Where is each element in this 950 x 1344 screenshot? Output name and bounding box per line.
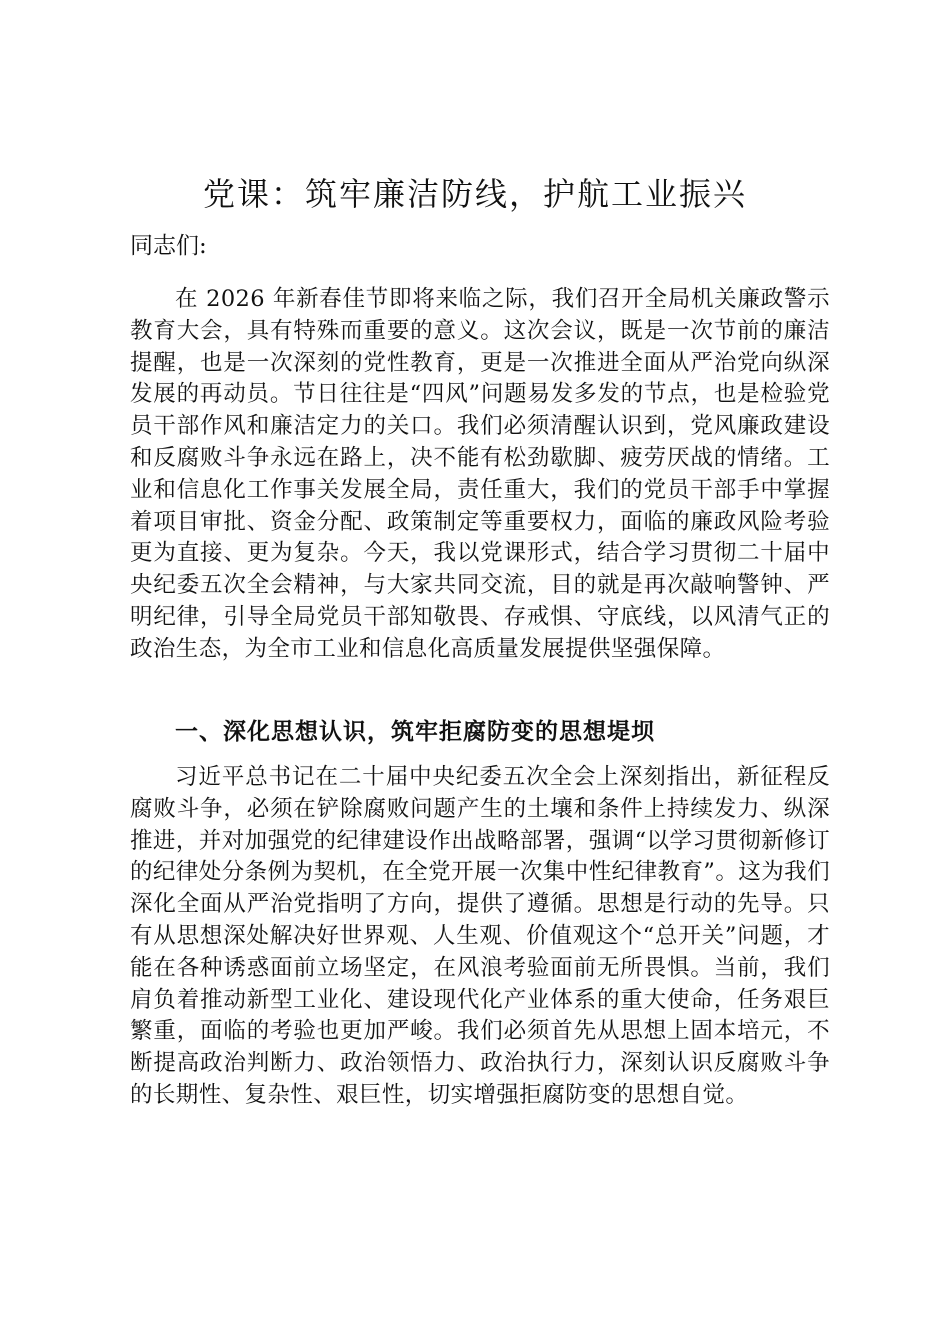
document-title: 党课：筑牢廉洁防线，护航工业振兴 [202,175,747,213]
section-heading: 一、深化思想认识，筑牢拒腐防变的思想堤坝 [175,718,655,745]
paragraph-section-one: 习近平总书记在二十届中央纪委五次全会上深刻指出，新征程反腐败斗争，必须在铲除腐败问题产生的土壤和条件上持续发力、纵深推进，并对加强党的纪律建设作出战略部署，强调“以学习贯彻新修订的纪律处分条例为契机，在全党开展一次集中性纪律教育”。这为我们深化全面从严治党指明了方向，提供了遵循。思想是行动的先导。只有从思想深处解决好世界观、人生观、价值观这个“总开关”问题，才能在各种诱惑面前立场坚定，在风浪考验面前无所畏惧。当前，我们肩负着推动新型工业化、建设现代化产业体系的重大使命，任务艰巨繁重，面临的考验也更加严峻。我们必须首先从思想上固本培元，不断提高政治判断力、政治领悟力、政治执行力，深刻认识反腐败斗争的长期性、复杂性、艰巨性，切实增强拒腐防变的思想自觉。 [130,764,830,1108]
paragraph-intro: 在 2026 年新春佳节即将来临之际，我们召开全局机关廉政警示教育大会，具有特殊而重要的意义。这次会议，既是一次节前的廉洁提醒，也是一次深刻的党性教育，更是一次推进全面从严治党向纵深发展的再动员。节日往往是“四风”问题易发多发的节点，也是检验党员干部作风和廉洁定力的关口。我们必须清醒认识到，党风廉政建设和反腐败斗争永远在路上，决不能有松劲歇脚、疲劳厌战的情绪。工业和信息化工作事关发展全局，责任重大，我们的党员干部手中掌握着项目审批、资金分配、政策制定等重要权力，面临的廉政风险考验更为直接、更为复杂。今天，我以党课形式，结合学习贯彻二十届中央纪委五次全会精神，与大家共同交流，目的就是再次敲响警钟、严明纪律，引导全局党员干部知敬畏、存戒惧、守底线，以风清气正的政治生态，为全市工业和信息化高质量发展提供坚强保障。 [130,286,830,662]
salutation: 同志们: [130,233,207,259]
